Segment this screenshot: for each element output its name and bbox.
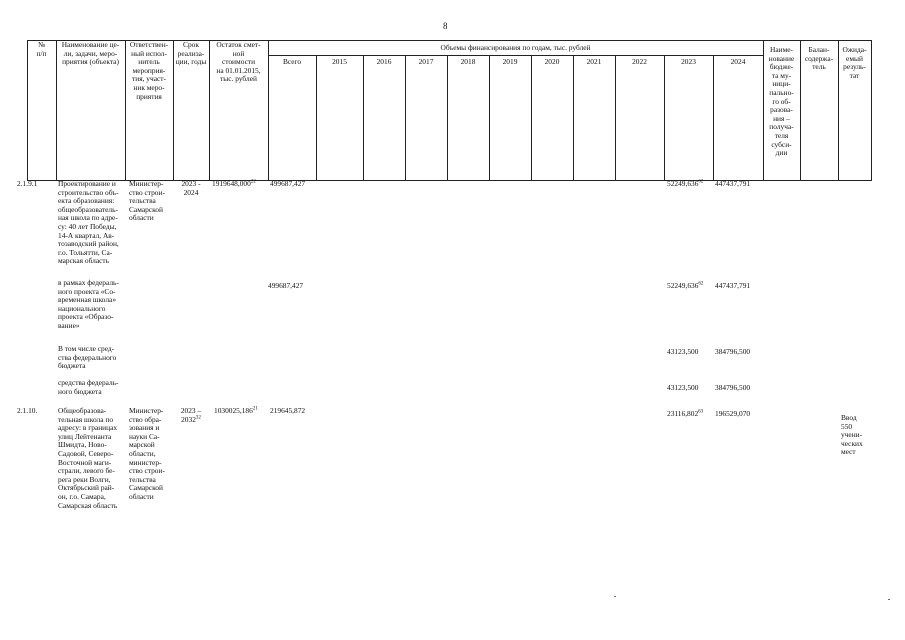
header-number: № п/п	[36, 40, 47, 58]
header-name: Наименование це- ли, задачи, меро- приятия (объекта)	[61, 40, 120, 67]
header-responsible: Ответствен- ный испол- нитель мероприя- тия, участ- ник меро- приятия	[129, 40, 169, 101]
header-balance: Остаток смет- ной стоимости на 01.01.2015, тыс. рублей	[216, 40, 261, 84]
header-year-2024: 2024	[730, 57, 746, 66]
row-2024: 384796,500	[715, 347, 751, 356]
row-name: средства федераль- ного бюджета	[58, 378, 119, 396]
row-2024: 447437,791	[715, 179, 751, 188]
row-2023: 23116,802$^{63}$	[667, 409, 704, 418]
row-2023: 52249,636$^{62}$	[667, 179, 704, 188]
header-holder: Балан- содержа- тель	[804, 45, 834, 72]
header-year-2022: 2022	[632, 57, 647, 66]
row-total: 499687,427	[270, 179, 306, 188]
row-term: 2023 - 2024	[181, 179, 201, 197]
header-year-2021: 2021	[586, 57, 602, 66]
row-responsible: Министер- ство обра- зования и науки Са- марской области, министер- ство строи- тельства Самарской области	[129, 406, 165, 501]
page-number: 8	[443, 21, 448, 31]
header-total: Всего	[282, 57, 302, 66]
row-total: 499687,427	[268, 281, 304, 290]
row-responsible: Министер- ство строи- тельства Самарской области	[129, 179, 165, 223]
header-year-2018: 2018	[460, 57, 476, 66]
header-year-2023: 2023	[681, 57, 696, 66]
header-term: Срок реализа- ции, годы	[175, 40, 207, 67]
row-2023: 43123,500	[667, 383, 699, 392]
header-year-2016: 2016	[376, 57, 392, 66]
header-year-2020: 2020	[544, 57, 560, 66]
row-balance: 1030025,186$^{21}$	[214, 406, 258, 415]
row-2024: 196529,070	[715, 409, 751, 418]
row-name: В том числе сред- ства федерального бюджета	[58, 344, 117, 371]
row-name: Проектирование и строительство объ- екта образования: общеобразователь- ная школа по адре- су: 40 лет Победы, 14-А квартал, Ав- тозаводский район, г.о. Тольятти, Са- марская область	[58, 179, 119, 266]
header-financing-group: Объемы финансирования по годам, тыс. рублей	[440, 43, 591, 52]
row-2023: 52249,636$^{62}$	[667, 281, 704, 290]
row-total: 219645,872	[270, 406, 306, 415]
row-name: в рамках федераль- ного проекта «Со- временная школа» национального проекта «Образо- вание»	[58, 278, 119, 330]
row-2024: 384796,500	[715, 383, 751, 392]
scan-speck	[888, 599, 890, 600]
header-year-2019: 2019	[502, 57, 518, 66]
header-year-2017: 2017	[418, 57, 434, 66]
row-balance: 1919648,000$^{22}$	[212, 179, 256, 188]
scan-speck	[614, 596, 616, 597]
header-result: Ожида- емый резуль- тат	[842, 45, 867, 80]
header-year-2015: 2015	[332, 57, 347, 66]
row-2023: 43123,500	[667, 347, 699, 356]
row-name: Общеобразова- тельная школа по адресу: в границах улиц Лейтенанта Шмидта, Ново- Садовой, Северо- Восточной маги- страли, левого бе- рега реки Волги, Октябрьский рай- он, г.о. Самара, Самарская область	[58, 406, 118, 510]
row-number: 2.1.10.	[17, 406, 38, 415]
row-term: 2023 – 2032$^{32}$	[180, 406, 202, 424]
row-2024: 447437,791	[715, 281, 751, 290]
row-result: Ввод 550 учени- ческих мест	[841, 413, 863, 457]
header-budget-name: Наиме- нование бюдже- та му- ници- пально- го об- разова- ния – получа- теля субси- дии	[768, 45, 795, 158]
row-number: 2.1.9.1	[17, 179, 38, 188]
